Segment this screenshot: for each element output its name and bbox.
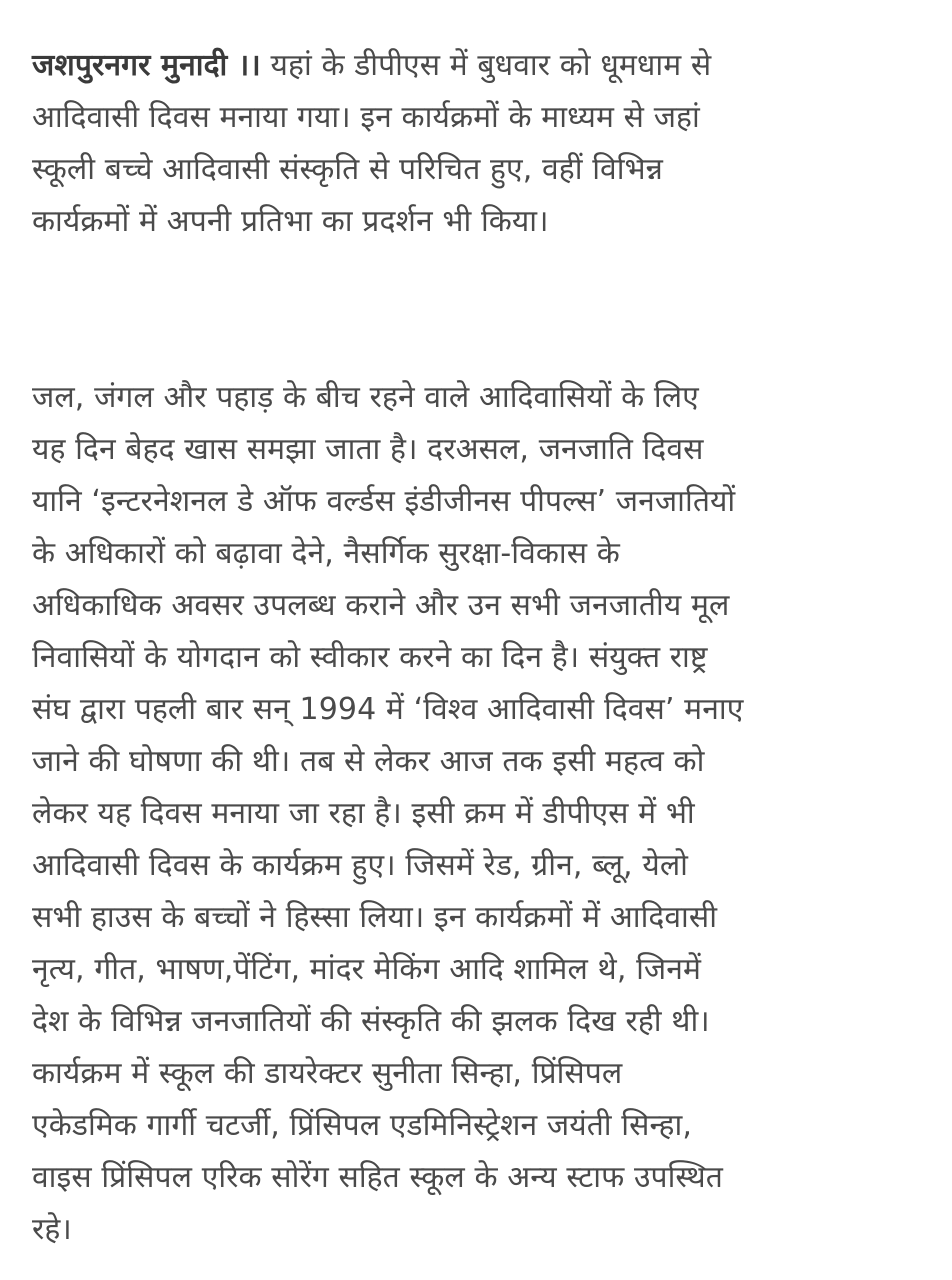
dateline: जशपुरनगर मुनादी ।। — [32, 48, 261, 83]
news-article — [32, 40, 892, 1256]
lead-text: यहां के डीपीएस में बुधवार को धूमधाम से आदिवासी दिवस मनाया गया। इन कार्यक्रमों के माध्यम से जहां स्कूली बच्चे आदिवासी संस्कृति से परिचित हुए, वहीं विभिन्न कार्यक्रमों में अपनी प्रतिभा का प्रदर्शन भी किया। — [32, 48, 712, 239]
lead-paragraph — [32, 40, 892, 248]
body-paragraph: जल, जंगल और पहाड़ के बीच रहने वाले आदिवासियों के लिए यह दिन बेहद खास समझा जाता है। दरअसल, जनजाति दिवस यानि ‘इन्टरनेशनल डे ऑफ वर्ल्डस इंडीजीनस पीपल्स’ जनजातियों के अधिकारों को बढ़ावा देने, नैसर्गिक सुरक्षा-विकास के अधिकाधिक अवसर उपलब्ध कराने और उन सभी जनजातीय मूल निवासियों के योगदान को स्वीकार करने का दिन है। संयुक्त राष्ट्र संघ द्वारा पहली बार सन् 1994 में ‘विश्व आदिवासी दिवस’ मनाए जाने की घोषणा की थी। तब से लेकर आज तक इसी महत्व को लेकर यह दिवस मनाया जा रहा है। इसी क्रम में डीपीएस में भी आदिवासी दिवस के कार्यक्रम हुए। जिसमें रेड, ग्रीन, ब्लू, येलो सभी हाउस के बच्चों ने हिस्सा लिया। इन कार्यक्रमों में आदिवासी नृत्य, गीत, भाषण,पेंटिंग, मांदर मेकिंग आदि शामिल थे, जिनमें देश के विभिन्न जनजातियों की संस्कृति की झलक दिख रही थी। कार्यक्रम में स्कूल की डायरेक्टर सुनीता सिन्हा, प्रिंसिपल एकेडमिक गार्गी चटर्जी, प्रिंसिपल एडमिनिस्ट्रेशन जयंती सिन्हा, वाइस प्रिंसिपल एरिक सोरेंग सहित स्कूल के अन्य स्टाफ उपस्थित रहे। — [32, 380, 744, 1247]
